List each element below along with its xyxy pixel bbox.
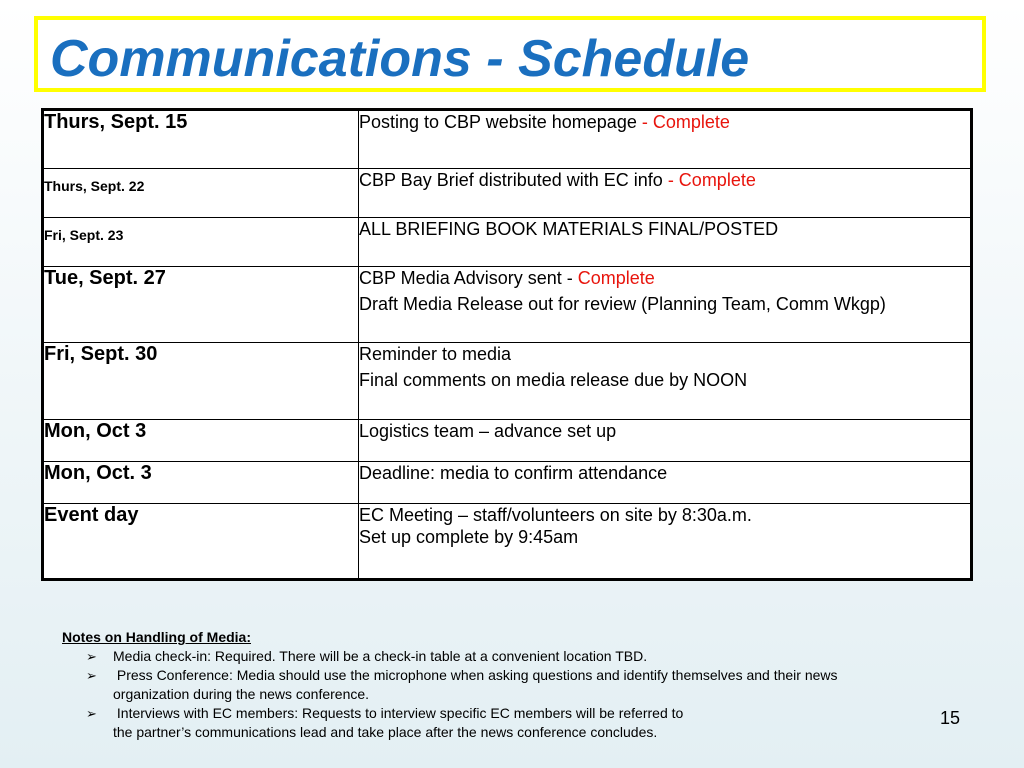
media-notes (62, 628, 962, 742)
schedule-row (43, 267, 972, 343)
note-line: Media check-in: Required. There will be a check-in table at a convenient location TBD. (113, 648, 648, 664)
schedule-task-cell (359, 343, 972, 420)
note-line: the partner’s communications lead and take place after the news conference concludes. (113, 724, 658, 740)
schedule-task (359, 218, 970, 240)
schedule-row (43, 420, 972, 462)
note-line: organization during the news conference. (113, 686, 370, 702)
schedule-date: Fri, Sept. 30 (43, 343, 359, 420)
schedule-date: Tue, Sept. 27 (43, 267, 359, 343)
schedule-task: Final comments on media release due by NOON (359, 370, 748, 390)
arrowhead-bullet-icon: ➢ (86, 706, 97, 721)
note-line: Interviews with EC members: Requests to interview specific EC members will be referred to (113, 705, 684, 721)
schedule-task: Logistics team – advance set up (359, 421, 617, 441)
schedule-row (43, 169, 972, 218)
schedule-task-cell (359, 267, 972, 343)
schedule-task-cell (359, 420, 972, 462)
schedule-date: Mon, Oct. 3 (43, 462, 359, 504)
arrowhead-bullet-icon: ➢ (86, 649, 97, 664)
schedule-date: Event day (43, 504, 359, 580)
schedule-task: EC Meeting – staff/volunteers on site by 8:30a.m. (359, 505, 752, 525)
schedule-date: Fri, Sept. 23 (43, 218, 359, 267)
schedule-date: Mon, Oct 3 (43, 420, 359, 462)
schedule-row (43, 462, 972, 504)
schedule-row (43, 218, 972, 267)
schedule-task-cell (359, 462, 972, 504)
task-text: CBP Bay Brief distributed with EC info (359, 170, 668, 190)
note-item (62, 647, 962, 666)
schedule-task-cell (359, 218, 972, 267)
schedule-table (41, 108, 973, 581)
schedule-task-cell (359, 110, 972, 169)
schedule-task-cell (359, 504, 972, 580)
schedule-task (359, 111, 970, 133)
task-text: ALL BRIEFING BOOK MATERIALS FINAL/POSTED (359, 219, 779, 239)
schedule-row (43, 504, 972, 580)
status-complete: - Complete (667, 170, 756, 190)
schedule-task (359, 169, 970, 191)
task-text: Posting to CBP website homepage (359, 112, 642, 132)
schedule-task: Deadline: media to confirm attendance (359, 463, 668, 483)
schedule-task: Draft Media Release out for review (Planning Team, Comm Wkgp) (359, 294, 886, 314)
note-item (62, 666, 962, 704)
notes-title: Notes on Handling of Media: (62, 629, 251, 645)
note-item (62, 704, 962, 742)
schedule-date: Thurs, Sept. 22 (43, 169, 359, 218)
schedule-task-cell (359, 169, 972, 218)
note-line: Press Conference: Media should use the microphone when asking questions and identify themselves and their news (113, 667, 838, 683)
title-box (34, 16, 986, 92)
page-number: 15 (940, 708, 961, 728)
schedule-date: Thurs, Sept. 15 (43, 110, 359, 169)
status-complete: Complete (577, 268, 655, 288)
arrowhead-bullet-icon: ➢ (86, 668, 97, 683)
schedule-task: Set up complete by 9:45am (359, 527, 579, 547)
schedule-task (359, 267, 970, 289)
schedule-row (43, 343, 972, 420)
schedule-row (43, 110, 972, 169)
slide-title: Communications - Schedule (50, 30, 750, 88)
task-text: CBP Media Advisory sent - (359, 268, 578, 288)
status-complete: - Complete (641, 112, 730, 132)
schedule-task: Reminder to media (359, 344, 512, 364)
